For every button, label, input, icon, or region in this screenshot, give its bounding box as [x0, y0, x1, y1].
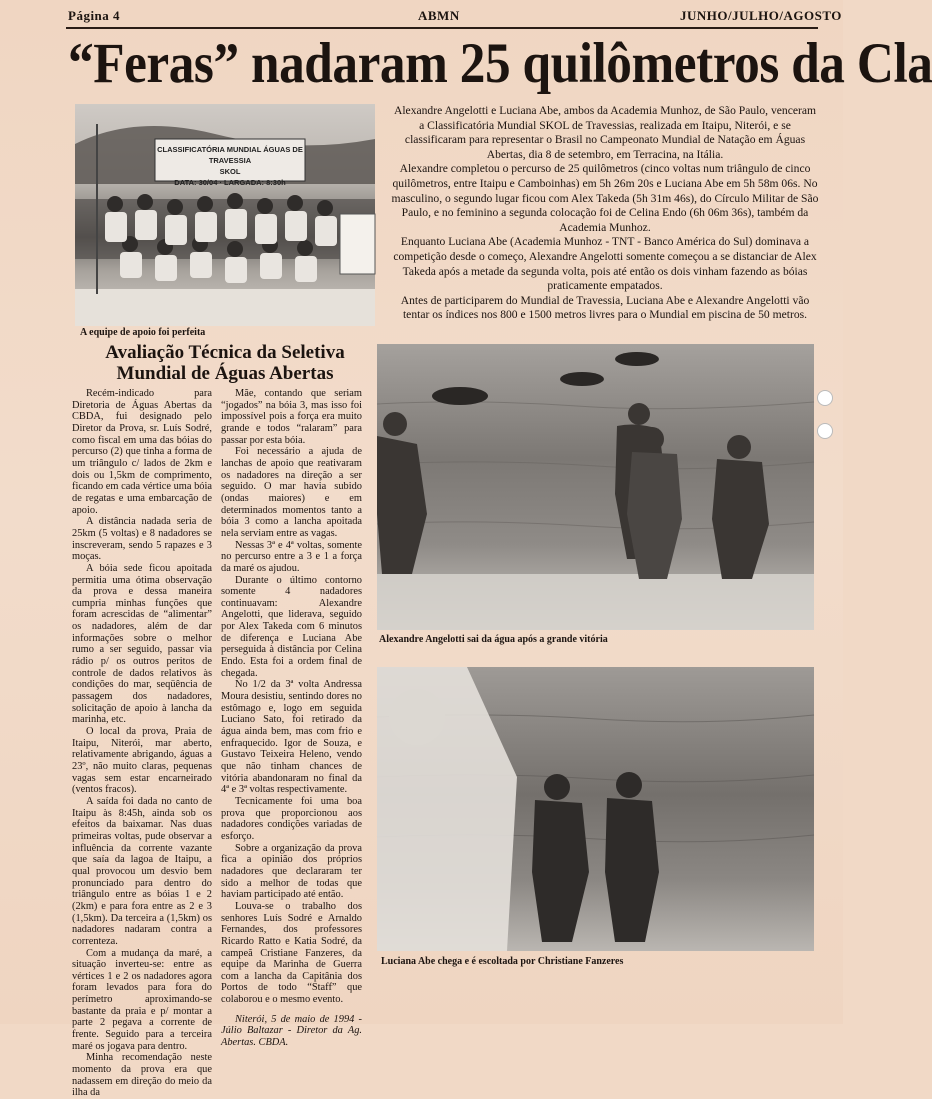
team-photo-caption: A equipe de apoio foi perfeita — [80, 327, 206, 338]
team-photo-illustration — [75, 104, 375, 326]
paragraph: Foi necessário a ajuda de lanchas de apoio que reativaram os nadadores na direção a ser seguido. O mar havia subido (ondas maiores) e em determinados momentos tanto a bóia 3 como a lancha apoitada nela serviam entre as vagas. — [221, 446, 362, 539]
paragraph: Tecnicamente foi uma boa prova que proporcionou aos nadadores condições variadas de esforço. — [221, 795, 362, 842]
binder-hole — [817, 423, 833, 439]
paragraph: Sobre a organização da prova fica a opinião dos próprios nadadores que declararam ter sido a melhor de todas que haviam participado até então. — [221, 842, 362, 901]
article-column-1 — [72, 388, 212, 1099]
paragraph: Com a mudança da maré, a situação inverteu-se: entre as vértices 1 e 2 os nadadores agora foram levados para fora do perímetro aproximando-se bastante da praia e p/ montar a parte 2 pegava a corrente de frente. Seguido para a terceira maré os jogava para dentro. — [72, 947, 212, 1052]
paragraph: Nessas 3ª e 4ª voltas, somente no percurso entre a 3 e 1 a força da maré os ajudou. — [221, 539, 362, 574]
team-photo — [75, 104, 375, 326]
binder-hole — [817, 390, 833, 406]
header-rule — [66, 27, 818, 29]
signature: Niterói, 5 de maio de 1994 - Júlio Baltazar - Diretor da Ag. Abertas. CBDA. — [221, 1013, 362, 1049]
abe-photo — [377, 667, 814, 951]
abe-photo-caption: Luciana Abe chega e é escoltada por Christiane Fanzeres — [381, 956, 624, 967]
abe-photo-illustration — [377, 667, 814, 951]
intro-paragraph: Alexandre Angelotti e Luciana Abe, ambos da Academia Munhoz, de São Paulo, venceram a Classificatória Mundial SKOL de Travessias, realizada em Itaipu, Niterói, e se classificaram para representar o Brasil no Campeonato Mundial de Natação em Águas Abertas, dia 8 de setembro, em Terracina, na Itália. — [393, 104, 817, 161]
angelotti-photo — [377, 344, 814, 630]
paragraph: Mãe, contando que seriam “jogados” na bóia 3, mas isso foi impossível pois a força era muito grande e todos “ralaram” para passar por esta bóia. — [221, 388, 362, 446]
paragraph: A distância nadada seria de 25km (5 voltas) e 8 nadadores se inscreveram, sendo 5 rapazes e 3 moças. — [72, 516, 212, 563]
paragraph: A bóia sede ficou apoitada permitia uma ótima observação da prova e dessa maneira cumpria minhas funções que foram acrescidas de “alimentar” os nadadores, além de dar informações sobre o melhor rumo a ser seguido, passar via rádio p/ os outros peritos de controle de dados relativos às condições do mar, seqüência de passagem dos nadadores, solicitação de apoio à lancha da marinha, etc. — [72, 562, 212, 726]
banner-line-2: SKOL — [219, 167, 241, 176]
intro-paragraph: Antes de participarem do Mundial de Travessia, Luciana Abe e Alexandre Angelotti vão tentar os índices nos 800 e 1500 metros livres para o Mundial em piscina de 50 metros. — [400, 293, 810, 322]
issue-date: JUNHO/JULHO/AGOSTO — [680, 8, 842, 23]
team-photo-banner — [157, 144, 303, 188]
article-subhead: Avaliação Técnica da Seletiva Mundial de Águas Abertas — [105, 342, 345, 384]
paragraph: Louva-se o trabalho dos senhores Luís Sodré e Arnaldo Fernandes, dos professores Ricardo Ratto e Katia Sodré, da campeã Cristiane Fanzeres, da equipe da Marinha de Guerra com a lancha da Capitânia dos Portos de todo “Staff” que colaborou e o mesmo evento. — [221, 900, 362, 1006]
publication-name: ABMN — [418, 8, 460, 23]
article-column-2 — [221, 388, 362, 1049]
angelotti-photo-illustration — [377, 344, 814, 630]
paragraph: Recém-indicado para Diretoria de Águas Abertas da CBDA, fui designado pelo Diretor da Prova, sr. Luís Sodré, como fiscal em uma das bóias do percurso (2) que tinha a forma de um triângulo c/ lados de 2km e dois ou 1,5km de comprimento, ficando em cada vértice uma bóia de regatas e uma embarcação de apoio. — [72, 388, 212, 516]
paragraph: No 1/2 da 3ª volta Andressa Moura desistiu, sentindo dores no estômago e, logo em seguida Luciano Sato, foi retirado da água ainda bem, mas com frio e enfraquecido. Igor de Souza, e Gustavo Teixeira Heleno, vendo que não tinham chances de vitória abandonaram no final da 4ª e 3ª voltas respectivamente. — [221, 679, 362, 796]
intro-paragraph: Alexandre completou o percurso de 25 quilômetros (cinco voltas num triângulo de cinco quilômetros, entre Itaipu e Camboinhas) em 5h 26m 20s e Luciana Abe em 5h 58m 06s. No masculino, o segundo lugar ficou com Alex Takeda (5h 31m 46s), do Círculo Militar de São Paulo, e no feminino a segunda colocação foi de Celina Endo (6h 06m 36s), também da Academia Munhoz. — [391, 162, 819, 234]
paragraph: Durante o último contorno somente 4 nadadores continuavam: Alexandre Angelotti, que liderava, seguido por Alex Takeda com 6 minutos de diferença e Luciana Abe perseguida à distância por Celina Endo. Esta foi a ordem final de chegada. — [221, 574, 362, 679]
paragraph: O local da prova, Praia de Itaipu, Niterói, mar aberto, relativamente abrigando, águas a 23º, não muito claras, pequenas vagas sem estar encarneirado (ventos fracos). — [72, 726, 212, 796]
paragraph: Minha recomendação neste momento da prova era que nadassem em direção do meio da ilha da — [72, 1052, 212, 1099]
paragraph: A saída foi dada no canto de Itaipu às 8:45h, ainda sob os efeitos da baixamar. Nas duas primeiras voltas, pude observar a influência da corrente vazante que saía da lagoa de Itaipu, a qual provocou um desvio bem pronunciado para dentro do triângulo entre as bóias 1 e 2 (2km) e para fora entre as 2 e 3 (1,5km). Da terceira a (1,5km) os nadadores nadaram contra a correnteza. — [72, 795, 212, 947]
intro-text — [390, 104, 820, 323]
page-number: Página 4 — [68, 8, 121, 23]
intro-paragraph: Enquanto Luciana Abe (Academia Munhoz - TNT - Banco América do Sul) dominava a competição desde o começo, Alexandre Angelotti somente começou a se distanciar de Alex Takeda após a metade da segunda volta, pois até então os dois vinham fazendo as bóias praticamente empatados. — [393, 235, 817, 293]
angelotti-photo-caption: Alexandre Angelotti sai da água após a grande vitória — [379, 634, 608, 645]
headline: “Feras” nadaram 25 quilômetros da Cla — [68, 32, 932, 95]
banner-line-1: CLASSIFICATÓRIA MUNDIAL ÁGUAS DE TRAVESSIA — [157, 145, 303, 165]
banner-line-3: DATA: 30/04 · LARGADA: 8:30h — [174, 178, 286, 187]
